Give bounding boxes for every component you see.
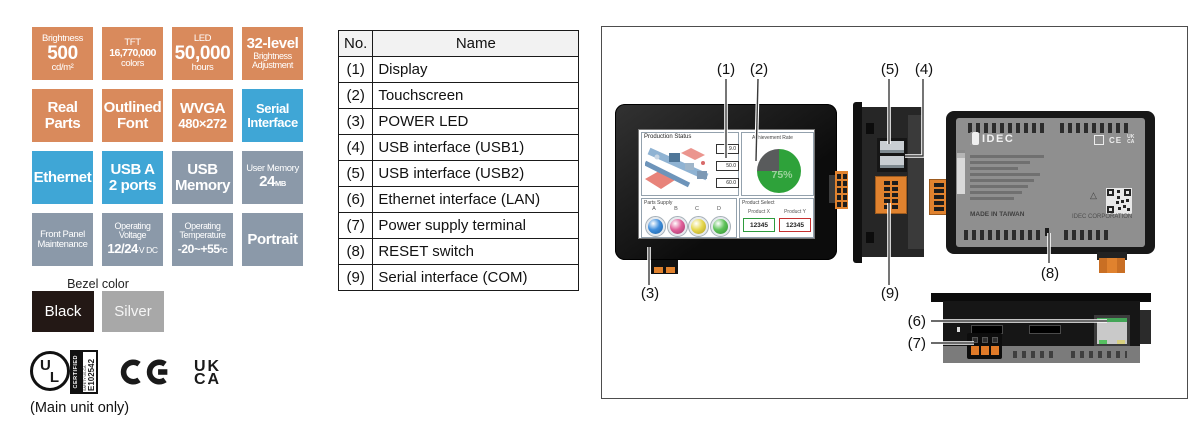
front-serial-connector bbox=[835, 171, 848, 209]
ul-certified-strip bbox=[70, 350, 81, 394]
usb-ports-stack bbox=[877, 138, 907, 172]
badge-unit: MB bbox=[275, 179, 286, 189]
badge-line: 50,000 bbox=[174, 42, 231, 64]
callout-8: (8) bbox=[1040, 265, 1060, 282]
badge-line: LED bbox=[193, 32, 212, 44]
back-cert-marks bbox=[1094, 135, 1134, 145]
badge-line: 16,770,000 bbox=[109, 47, 156, 60]
ethernet-port bbox=[1094, 315, 1130, 347]
table-row bbox=[339, 239, 579, 265]
product-value: 12345 bbox=[743, 218, 775, 232]
badge-line: Memory bbox=[174, 176, 231, 194]
ul-logo-icon bbox=[30, 351, 70, 391]
part-letter: C bbox=[695, 206, 699, 212]
callout-1: (1) bbox=[716, 61, 736, 78]
demo-value-field: 50.0 bbox=[716, 161, 739, 171]
idec-logo-icon bbox=[970, 132, 979, 145]
badge-line: 480×272 bbox=[178, 115, 227, 131]
ethernet-led-green bbox=[1099, 340, 1107, 344]
main-unit-note: (Main unit only) bbox=[30, 400, 130, 416]
badge-line bbox=[107, 241, 157, 258]
table-row bbox=[339, 109, 579, 135]
part-lamp-a bbox=[646, 217, 665, 236]
badge-line: 2 ports bbox=[108, 176, 157, 194]
demo-parts-label: Parts Supply bbox=[644, 200, 673, 206]
badge-line: 500 bbox=[47, 42, 78, 64]
demo-achievement-box bbox=[741, 132, 814, 196]
part-letter: A bbox=[652, 206, 656, 212]
badge-operating-voltage bbox=[102, 213, 163, 266]
callout-3: (3) bbox=[640, 285, 660, 302]
cell-no: (7) bbox=[339, 213, 373, 239]
badge-brightness-adjustment bbox=[242, 27, 303, 80]
idec-brand bbox=[970, 132, 1014, 145]
product-value: 12345 bbox=[779, 218, 811, 232]
badge-line: WVGA bbox=[179, 99, 226, 117]
ukca-mark bbox=[194, 360, 221, 386]
bezel-option-silver: Silver bbox=[102, 291, 164, 332]
part-lamp-d bbox=[711, 217, 730, 236]
bottom-right-tab bbox=[1140, 310, 1151, 344]
badge-line: Brightness bbox=[42, 32, 83, 44]
badge-line: Font bbox=[117, 114, 148, 132]
table-row bbox=[339, 57, 579, 83]
cell-no: (2) bbox=[339, 83, 373, 109]
callout-6: (6) bbox=[907, 313, 926, 330]
table-row bbox=[339, 83, 579, 109]
cell-name: Serial interface (COM) bbox=[373, 265, 579, 291]
cell-no: (1) bbox=[339, 57, 373, 83]
part-lamp-b bbox=[668, 217, 687, 236]
bottom-detail bbox=[957, 327, 960, 332]
cell-name: USB interface (USB2) bbox=[373, 161, 579, 187]
badge-wvga bbox=[172, 89, 233, 142]
badge-user-memory bbox=[242, 151, 303, 204]
bottom-vents bbox=[1013, 351, 1057, 358]
badge-line: Interface bbox=[247, 114, 298, 130]
reset-switch-hole bbox=[1045, 228, 1049, 236]
side-detail bbox=[866, 232, 874, 243]
vent-slots bbox=[964, 230, 1040, 240]
front-power-connector bbox=[651, 260, 678, 274]
badge-line: colors bbox=[121, 57, 144, 69]
ce-mark-icon bbox=[120, 359, 172, 385]
badge-portrait bbox=[242, 213, 303, 266]
ukca-line: CA bbox=[194, 371, 222, 388]
table-row bbox=[339, 265, 579, 291]
badge-unit: V DC bbox=[138, 244, 158, 255]
ethernet-led-yellow bbox=[1117, 340, 1125, 344]
ul-certified-mark bbox=[30, 350, 98, 394]
ukca-mark-small bbox=[1127, 135, 1134, 145]
table-header-row bbox=[339, 31, 579, 57]
cell-no: (6) bbox=[339, 187, 373, 213]
badge-line: USB bbox=[187, 160, 218, 178]
badge-line: Temperature bbox=[179, 230, 226, 241]
demo-achievement-label: Achievement Rate bbox=[752, 135, 793, 141]
side-view-rear-block bbox=[908, 115, 924, 249]
bezel-color-label: Bezel color bbox=[67, 277, 129, 291]
callout-2: (2) bbox=[749, 61, 769, 78]
badge-led-life bbox=[172, 27, 233, 80]
table-row bbox=[339, 213, 579, 239]
warning-triangle-icon: △ bbox=[1090, 190, 1097, 200]
ul-file-strip bbox=[81, 350, 98, 394]
badge-line: cd/m² bbox=[51, 62, 74, 74]
table-row bbox=[339, 187, 579, 213]
callout-7: (7) bbox=[907, 335, 926, 352]
badge-line: Parts bbox=[44, 114, 81, 132]
badge-line: Front Panel bbox=[40, 228, 85, 240]
demo-select-label: Product Select bbox=[742, 200, 775, 206]
bottom-vents bbox=[1071, 351, 1127, 358]
badge-line: Operating bbox=[184, 220, 221, 231]
badge-line: User Memory bbox=[246, 163, 299, 175]
side-view-bezel bbox=[853, 102, 862, 263]
idec-logo-text: IDEC bbox=[982, 132, 1015, 145]
badge-value: 12/24 bbox=[107, 240, 138, 256]
part-letter: D bbox=[717, 206, 721, 212]
table-row bbox=[339, 135, 579, 161]
badge-line: Portrait bbox=[247, 230, 298, 248]
ul-region-text: SAFETY US-CA bbox=[83, 365, 87, 391]
table-row bbox=[339, 161, 579, 187]
badge-value: 24 bbox=[259, 173, 275, 191]
demo-product-select-box bbox=[739, 198, 814, 238]
terminal-pin bbox=[981, 346, 989, 355]
ukca-small-line: UK bbox=[1127, 134, 1135, 140]
cell-name: Touchscreen bbox=[373, 83, 579, 109]
ukca-small-line: CA bbox=[1127, 139, 1135, 145]
badge-line bbox=[259, 174, 286, 191]
achievement-pie-chart bbox=[757, 149, 801, 193]
badge-line: Voltage bbox=[118, 230, 147, 241]
demo-production-box bbox=[641, 132, 739, 196]
factory-illustration bbox=[645, 143, 713, 191]
badge-line: TFT bbox=[124, 37, 141, 49]
ukca-line: UK bbox=[194, 358, 222, 375]
badge-real-parts bbox=[32, 89, 93, 142]
cell-name: RESET switch bbox=[373, 239, 579, 265]
front-screen-demo bbox=[638, 129, 815, 239]
parts-name-table bbox=[338, 30, 579, 291]
vent-slots bbox=[1064, 230, 1108, 240]
product-name: Product X bbox=[748, 209, 770, 215]
terminal-screw bbox=[972, 337, 978, 343]
cell-name: Display bbox=[373, 57, 579, 83]
certification-marks bbox=[30, 349, 221, 395]
ul-certified-text: CERTIFIED bbox=[72, 355, 79, 389]
label-text-placeholder bbox=[970, 155, 1044, 203]
demo-value-field: 9.0 bbox=[716, 144, 739, 154]
header-name: Name bbox=[373, 31, 579, 57]
back-power-connector bbox=[1099, 258, 1125, 273]
demo-title: Production Status bbox=[644, 134, 692, 140]
side-detail bbox=[866, 123, 874, 134]
badge-line: Maintenance bbox=[37, 238, 88, 250]
back-view-label-panel bbox=[956, 118, 1145, 247]
badge-operating-temperature bbox=[172, 213, 233, 266]
badge-tft-colors bbox=[102, 27, 163, 80]
vent-slots bbox=[1060, 123, 1130, 133]
badge-usb-memory bbox=[172, 151, 233, 204]
terminal-screw bbox=[992, 337, 998, 343]
side-serial-connector bbox=[875, 176, 907, 214]
feature-badges bbox=[32, 27, 303, 266]
cell-name: POWER LED bbox=[373, 109, 579, 135]
badge-line: Ethernet bbox=[33, 168, 92, 186]
terminal-pin bbox=[971, 346, 979, 355]
bezel-option-black: Black bbox=[32, 291, 94, 332]
badge-line: hours bbox=[191, 62, 214, 74]
cell-no: (9) bbox=[339, 265, 373, 291]
badge-line bbox=[178, 241, 228, 258]
cell-name: Ethernet interface (LAN) bbox=[373, 187, 579, 213]
badge-line: Real bbox=[47, 98, 78, 116]
usb1-port bbox=[880, 156, 904, 168]
product-views-panel bbox=[601, 26, 1188, 399]
callout-4: (4) bbox=[914, 61, 934, 78]
badge-line: Operating bbox=[114, 220, 151, 231]
mark-square-icon bbox=[1094, 135, 1104, 145]
cell-no: (4) bbox=[339, 135, 373, 161]
badge-value: -20~+55 bbox=[177, 241, 220, 256]
side-label-strip bbox=[957, 150, 965, 194]
badge-line: Adjustment bbox=[251, 60, 294, 71]
callout-9: (9) bbox=[880, 285, 900, 302]
cell-name: USB interface (USB1) bbox=[373, 135, 579, 161]
badge-ethernet bbox=[32, 151, 93, 204]
product-name: Product Y bbox=[784, 209, 806, 215]
ce-mark-small: CE bbox=[1109, 135, 1123, 145]
cell-no: (5) bbox=[339, 161, 373, 187]
terminal-screw bbox=[982, 337, 988, 343]
badge-line: Outlined bbox=[103, 98, 162, 116]
badge-line: Serial bbox=[255, 100, 289, 116]
power-supply-terminal bbox=[967, 333, 1002, 359]
cell-no: (3) bbox=[339, 109, 373, 135]
terminal-pin bbox=[991, 346, 999, 355]
ul-letter: U bbox=[40, 357, 51, 374]
callout-5: (5) bbox=[880, 61, 900, 78]
badge-line: USB A bbox=[110, 160, 155, 178]
badge-front-panel-maintenance bbox=[32, 213, 93, 266]
ul-letter: L bbox=[49, 369, 59, 386]
part-lamp-c bbox=[689, 217, 708, 236]
cell-no: (8) bbox=[339, 239, 373, 265]
demo-value-field: 60.0 bbox=[716, 178, 739, 188]
cell-name: Power supply terminal bbox=[373, 213, 579, 239]
made-in-text: MADE IN TAIWAN bbox=[970, 211, 1025, 218]
ul-file-number: E102542 bbox=[87, 358, 96, 391]
badge-brightness bbox=[32, 27, 93, 80]
header-no: No. bbox=[339, 31, 373, 57]
badge-line: Brightness bbox=[253, 50, 292, 61]
qr-code bbox=[1106, 188, 1132, 214]
demo-parts-supply-box bbox=[641, 198, 737, 238]
bottom-slot bbox=[1029, 325, 1061, 334]
badge-line: 32-level bbox=[246, 35, 299, 53]
achievement-percent: 75% bbox=[771, 169, 793, 181]
badge-serial-interface bbox=[242, 89, 303, 142]
badge-outlined-font bbox=[102, 89, 163, 142]
badge-unit: °C bbox=[219, 245, 228, 255]
badge-usb-a bbox=[102, 151, 163, 204]
corporation-text: IDEC CORPORATION bbox=[1072, 214, 1133, 220]
part-letter: B bbox=[674, 206, 678, 212]
usb2-port bbox=[880, 141, 904, 153]
